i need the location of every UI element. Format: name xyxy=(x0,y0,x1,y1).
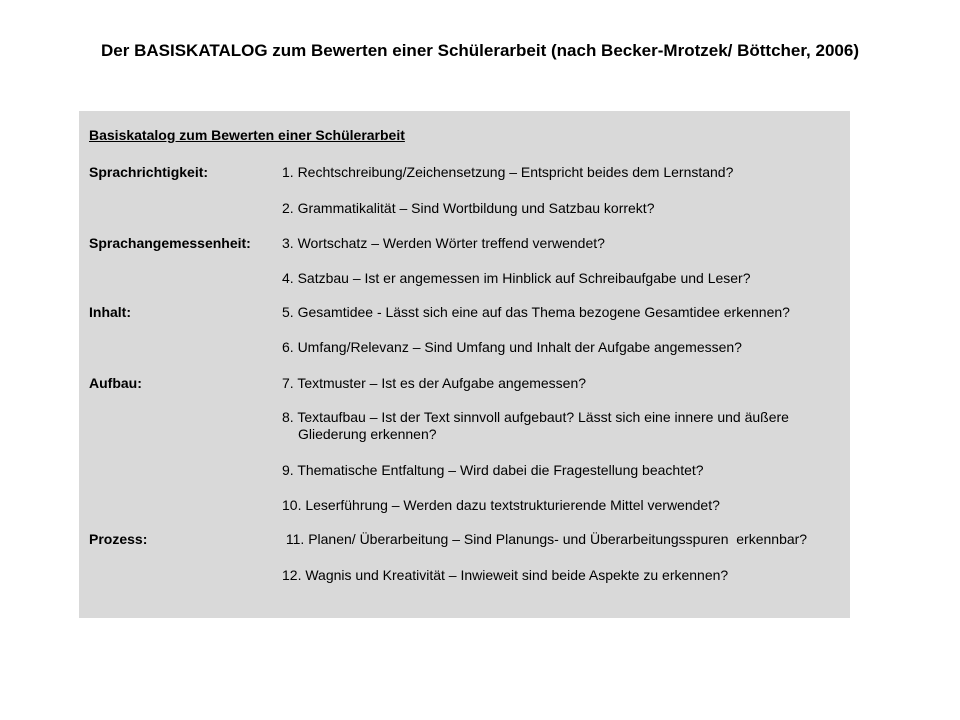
criterion-4: 4. Satzbau – Ist er angemessen im Hinblick auf Schreibaufgabe und Leser? xyxy=(282,270,751,286)
criterion-7: 7. Textmuster – Ist es der Aufgabe angemessen? xyxy=(282,375,587,391)
criterion-5: 5. Gesamtidee - Lässt sich eine auf das Thema bezogene Gesamtidee erkennen? xyxy=(282,304,790,320)
panel-heading: Basiskatalog zum Bewerten einer Schülerarbeit xyxy=(89,127,405,143)
criterion-12: 12. Wagnis und Kreativität – Inwieweit sind beide Aspekte zu erkennen? xyxy=(282,567,729,583)
criterion-1: 1. Rechtschreibung/Zeichensetzung – Entspricht beides dem Lernstand? xyxy=(282,164,734,180)
criterion-8 xyxy=(282,409,842,443)
criterion-3: 3. Wortschatz – Werden Wörter treffend verwendet? xyxy=(282,235,605,251)
criterion-8-continuation: Gliederung erkennen? xyxy=(298,426,437,442)
page-title: Der BASISKATALOG zum Bewerten einer Schülerarbeit (nach Becker-Mrotzek/ Böttcher, 2006) xyxy=(101,41,859,60)
category-sprachangemessenheit: Sprachangemessenheit: xyxy=(89,235,251,251)
criterion-10: 10. Leserführung – Werden dazu textstrukturierende Mittel verwendet? xyxy=(282,497,720,513)
criterion-6: 6. Umfang/Relevanz – Sind Umfang und Inhalt der Aufgabe angemessen? xyxy=(282,339,742,355)
criterion-11: 11. Planen/ Überarbeitung – Sind Planungs- und Überarbeitungsspuren erkennbar? xyxy=(282,531,808,547)
category-aufbau: Aufbau: xyxy=(89,375,142,391)
category-inhalt: Inhalt: xyxy=(89,304,131,320)
criterion-8-text: 8. Textaufbau – Ist der Text sinnvoll aufgebaut? Lässt sich eine innere und äußere xyxy=(282,409,789,425)
category-sprachrichtigkeit: Sprachrichtigkeit: xyxy=(89,164,209,180)
category-prozess: Prozess: xyxy=(89,531,148,547)
criteria-panel xyxy=(79,111,850,618)
criterion-2: 2. Grammatikalität – Sind Wortbildung und Satzbau korrekt? xyxy=(282,200,655,216)
criterion-9: 9. Thematische Entfaltung – Wird dabei die Fragestellung beachtet? xyxy=(282,462,704,478)
